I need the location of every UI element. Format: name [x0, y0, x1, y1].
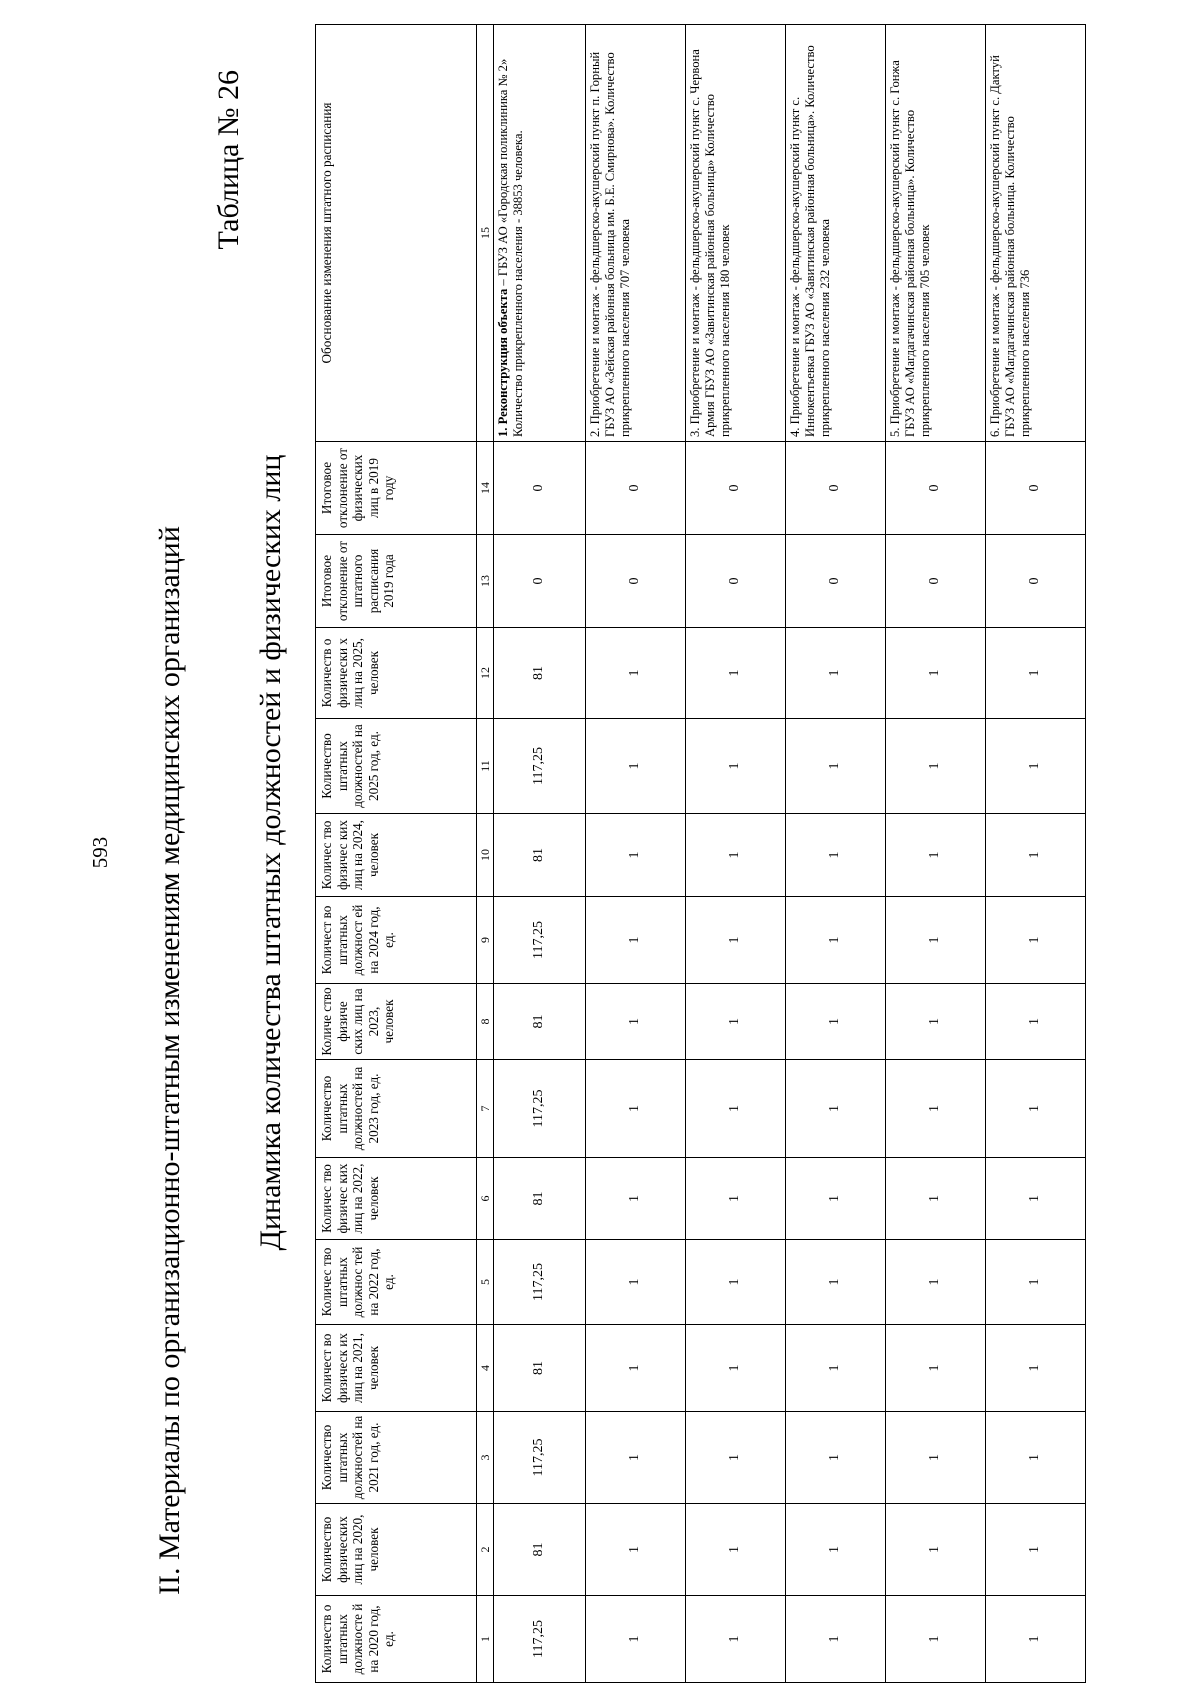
justification-cell	[986, 25, 1086, 442]
table-cell: 1	[586, 984, 686, 1060]
table-cell: 0	[686, 442, 786, 535]
table-cell: 1	[686, 719, 786, 814]
table-cell: 1	[886, 897, 986, 984]
table-cell: 1	[886, 719, 986, 814]
table-cell: 1	[586, 1158, 686, 1240]
table-cell: 1	[786, 897, 886, 984]
table-cell: 0	[786, 535, 886, 628]
table-cell: 1	[886, 1412, 986, 1504]
header-cell: Итоговое отклонение от физических лиц в 2019 году	[316, 442, 477, 535]
table-cell: 1	[686, 1158, 786, 1240]
column-number: 9	[477, 897, 494, 984]
justification-text: 6. Приобретение и монтаж - фельдшерско-акушерский пункт с. Дактуй ГБУЗ АО «Магдагачинская районная больница. Количество прикрепленного населения 736	[988, 55, 1032, 437]
table-cell: 117,25	[494, 1412, 586, 1504]
table-cell: 0	[986, 442, 1086, 535]
header-cell: Количес тво физичес ких лиц на 2024, человек	[316, 814, 477, 897]
table-cell: 1	[886, 1240, 986, 1325]
column-number: 7	[477, 1060, 494, 1158]
column-number: 4	[477, 1325, 494, 1412]
column-number: 14	[477, 442, 494, 535]
table-cell: 1	[786, 1158, 886, 1240]
table-cell: 1	[686, 1412, 786, 1504]
column-number: 15	[477, 25, 494, 442]
justification-text: – ГБУЗ АО «Городская поликлиника № 2» Количество прикрепленного населения - 38853 человека.	[496, 58, 526, 437]
table-cell: 1	[986, 814, 1086, 897]
table-cell: 1	[786, 628, 886, 719]
header-cell: Количе ство физиче ских лиц на 2023, человек	[316, 984, 477, 1060]
table-cell: 1	[986, 1412, 1086, 1504]
header-cell: Количеств о физически х лиц на 2025, человек	[316, 628, 477, 719]
column-number: 8	[477, 984, 494, 1060]
justification-text: 2. Приобретение и монтаж - фельдшерско-акушерский пункт п. Горный ГБУЗ АО «Зейская районная больница им. Б.Е. Смирнова». Количество прикрепленного населения 707 человека	[588, 51, 632, 437]
table-cell: 1	[586, 1240, 686, 1325]
table-body	[494, 25, 1086, 1683]
table-cell: 1	[586, 1596, 686, 1683]
justification-text: 3. Приобретение и монтаж - фельдшерско-акушерский пункт с. Червона Армия ГБУЗ АО «Завитинская районная больница» Количество прикрепленного населения 180 человек	[688, 49, 732, 437]
justification-cell	[686, 25, 786, 442]
table-cell: 81	[494, 1158, 586, 1240]
table-cell: 81	[494, 814, 586, 897]
header-cell: Количество физических лиц на 2020, человек	[316, 1504, 477, 1596]
header-cell: Количество штатных должностей на 2023 год, ед.	[316, 1060, 477, 1158]
justification-text: 5. Приобретение и монтаж - фельдшерско-акушерский пункт с. Гонжа ГБУЗ АО «Магдагачинская районная больница». Количество прикрепленного населения 705 человек	[888, 60, 932, 437]
table-cell: 1	[786, 1412, 886, 1504]
column-number: 10	[477, 814, 494, 897]
table-cell: 1	[986, 1158, 1086, 1240]
table-cell: 1	[986, 628, 1086, 719]
table-cell: 0	[886, 442, 986, 535]
header-cell: Количес тво физичес ких лиц на 2022, человек	[316, 1158, 477, 1240]
header-row	[316, 25, 477, 1683]
table-cell: 1	[786, 984, 886, 1060]
table-cell: 1	[686, 1504, 786, 1596]
table-cell: 0	[686, 535, 786, 628]
table-cell: 1	[886, 1596, 986, 1683]
table-cell: 0	[586, 535, 686, 628]
table-title: Динамика количества штатных должностей и физических лиц	[254, 454, 287, 1251]
table-cell: 1	[686, 984, 786, 1060]
header-cell: Количеств о штатных должносте й на 2020 год, ед.	[316, 1596, 477, 1683]
table-row	[786, 25, 886, 1683]
column-number: 3	[477, 1412, 494, 1504]
table-cell: 1	[886, 984, 986, 1060]
table-cell: 81	[494, 1325, 586, 1412]
table-row	[886, 25, 986, 1683]
table-cell: 1	[786, 1596, 886, 1683]
table-cell: 1	[686, 814, 786, 897]
table-cell: 1	[786, 719, 886, 814]
table-cell: 1	[686, 1060, 786, 1158]
table-cell: 0	[986, 535, 1086, 628]
column-number: 6	[477, 1158, 494, 1240]
justification-cell	[886, 25, 986, 442]
column-number: 5	[477, 1240, 494, 1325]
table-cell: 1	[586, 1325, 686, 1412]
table-row	[686, 25, 786, 1683]
column-number: 1	[477, 1596, 494, 1683]
table-cell: 0	[494, 535, 586, 628]
justification-cell	[494, 25, 586, 442]
justification-heading: 1. Реконструкция объекта	[496, 288, 511, 437]
table-cell: 1	[586, 897, 686, 984]
table-cell: 1	[786, 1325, 886, 1412]
column-number-row	[477, 25, 494, 1683]
column-number: 2	[477, 1504, 494, 1596]
column-number: 11	[477, 719, 494, 814]
table-cell: 1	[886, 1060, 986, 1158]
table-cell: 1	[586, 628, 686, 719]
table-cell: 1	[986, 1240, 1086, 1325]
table-cell: 1	[686, 1325, 786, 1412]
table-cell: 1	[986, 897, 1086, 984]
header-cell: Количест во штатных должност ей на 2024 год, ед.	[316, 897, 477, 984]
header-cell: Количест во физическ их лиц на 2021, человек	[316, 1325, 477, 1412]
table-cell: 1	[686, 1240, 786, 1325]
table-cell: 1	[986, 984, 1086, 1060]
table-cell: 1	[886, 814, 986, 897]
justification-text: 4. Приобретение и монтаж - фельдшерско-акушерский пункт с. Иннокентьевка ГБУЗ АО «Завитинская районная больница». Количество прикрепленного населения 232 человека	[788, 45, 832, 437]
table-cell: 1	[986, 1596, 1086, 1683]
table-cell: 117,25	[494, 897, 586, 984]
column-number: 13	[477, 535, 494, 628]
table-cell: 1	[686, 628, 786, 719]
table-row	[494, 25, 586, 1683]
table-cell: 1	[586, 1412, 686, 1504]
table-cell: 1	[786, 1240, 886, 1325]
table-cell: 117,25	[494, 1060, 586, 1158]
table-cell: 1	[786, 814, 886, 897]
header-cell: Количество штатных должностей на 2021 год, ед.	[316, 1412, 477, 1504]
table-cell: 1	[886, 628, 986, 719]
table-cell: 1	[986, 1504, 1086, 1596]
table-cell: 1	[786, 1060, 886, 1158]
table-cell: 1	[686, 1596, 786, 1683]
header-cell: Обоснование изменения штатного расписания	[316, 25, 477, 442]
section-title: II. Материалы по организационно-штатным изменениям медицинских организаций	[153, 526, 186, 1595]
table-cell: 1	[886, 1325, 986, 1412]
table-cell: 117,25	[494, 1596, 586, 1683]
table-cell: 1	[586, 814, 686, 897]
table-cell: 0	[886, 535, 986, 628]
table-row	[986, 25, 1086, 1683]
table-cell: 81	[494, 984, 586, 1060]
table-cell: 0	[494, 442, 586, 535]
staffing-dynamics-table	[315, 24, 1086, 1683]
table-cell: 0	[586, 442, 686, 535]
table-row	[586, 25, 686, 1683]
table-cell: 117,25	[494, 1240, 586, 1325]
table-cell: 1	[986, 719, 1086, 814]
table-caption: Таблица № 26	[212, 70, 245, 250]
table-cell: 1	[986, 1325, 1086, 1412]
justification-cell	[586, 25, 686, 442]
table-cell: 1	[586, 1060, 686, 1158]
header-cell: Количество штатных должностей на 2025 год, ед.	[316, 719, 477, 814]
table-cell: 81	[494, 628, 586, 719]
justification-cell	[786, 25, 886, 442]
table-cell: 1	[586, 719, 686, 814]
table-cell: 1	[586, 1504, 686, 1596]
table-cell: 117,25	[494, 719, 586, 814]
header-cell: Количес тво штатных должнос тей на 2022 год, ед.	[316, 1240, 477, 1325]
page-number: 593	[88, 836, 112, 869]
table-cell: 1	[786, 1504, 886, 1596]
table-cell: 0	[786, 442, 886, 535]
table-cell: 1	[886, 1504, 986, 1596]
column-number: 12	[477, 628, 494, 719]
table-cell: 1	[886, 1158, 986, 1240]
table-cell: 81	[494, 1504, 586, 1596]
header-cell: Итоговое отклонение от штатного расписания 2019 года	[316, 535, 477, 628]
table-cell: 1	[686, 897, 786, 984]
table-cell: 1	[986, 1060, 1086, 1158]
